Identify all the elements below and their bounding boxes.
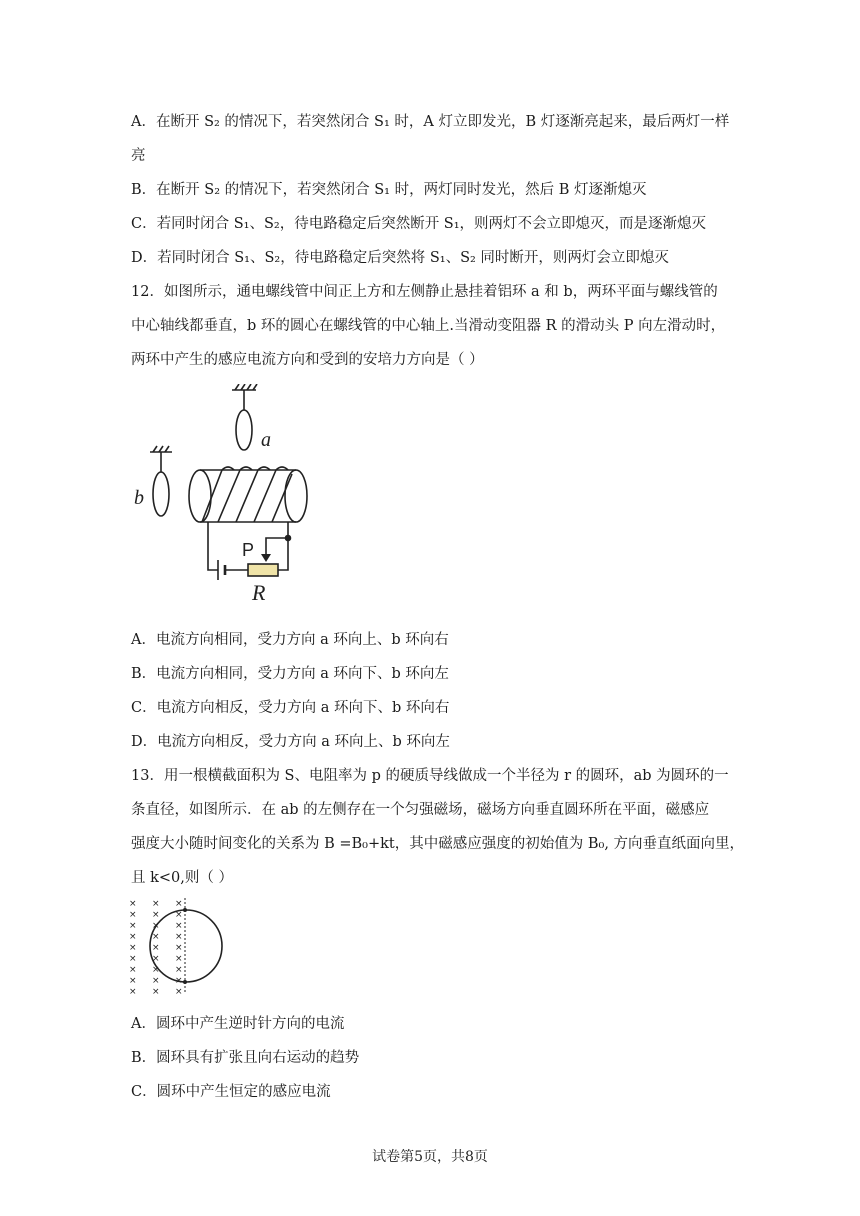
label-b: b [134, 487, 144, 509]
field-cross-mark: × [129, 943, 137, 953]
field-cross-mark: × [152, 921, 160, 931]
q12-option-d: D．电流方向相反，受力方向 a 环向上、b 环向左 [131, 734, 450, 750]
field-cross-mark: × [129, 987, 137, 997]
q13-stem-line3: 强度大小随时间变化的关系为 B =B₀+kt，其中磁感应强度的初始值为 B₀, 方向垂直纸面向里， [131, 836, 745, 852]
q13-stem-line4: 且 k<0,则（ ） [131, 870, 233, 886]
field-cross-mark: × [152, 932, 160, 942]
q11-option-a-line2: 亮 [131, 148, 146, 164]
q11-option-a-line1: A．在断开 S₂ 的情况下，若突然闭合 S₁ 时，A 灯立即发光，B 灯逐渐亮起来，最后两灯一样 [131, 114, 730, 130]
ring-b [153, 472, 169, 516]
q12-option-c: C．电流方向相反，受力方向 a 环向下、b 环向右 [131, 700, 450, 716]
q12-stem-line2: 中心轴线都垂直，b 环的圆心在螺线管的中心轴上.当滑动变阻器 R 的滑动头 P 向左滑动时， [131, 318, 726, 334]
field-cross-mark: × [175, 987, 183, 997]
page-footer: 试卷第5页，共8页 [372, 1149, 488, 1165]
ring-circle [150, 910, 222, 982]
q13-option-b: B．圆环具有扩张且向右运动的趋势 [131, 1050, 360, 1066]
field-cross-mark: × [152, 943, 160, 953]
point-b [183, 980, 187, 984]
q12-option-b: B．电流方向相同，受力方向 a 环向下、b 环向左 [131, 666, 449, 682]
q13-option-a: A．圆环中产生逆时针方向的电流 [131, 1016, 345, 1032]
q12-option-a: A．电流方向相同，受力方向 a 环向上、b 环向右 [131, 632, 449, 648]
field-cross-mark: × [175, 910, 183, 920]
field-cross-mark: × [129, 954, 137, 964]
field-cross-mark: × [152, 965, 160, 975]
q11-option-d: D．若同时闭合 S₁、S₂，待电路稳定后突然将 S₁、S₂ 同时断开，则两灯会立即熄灭 [131, 250, 669, 266]
field-cross-mark: × [175, 921, 183, 931]
magnetic-field-figure [126, 896, 228, 998]
field-cross-mark: × [129, 921, 137, 931]
q13-stem-line1: 13．用一根横截面积为 S、电阻率为 p 的硬质导线做成一个半径为 r 的圆环，ab 为圆环的一 [131, 768, 729, 784]
q13-option-c: C．圆环中产生恒定的感应电流 [131, 1084, 331, 1100]
field-cross-mark: × [175, 932, 183, 942]
field-cross-mark: × [152, 976, 160, 986]
field-cross-mark: × [152, 987, 160, 997]
field-cross-mark: × [152, 954, 160, 964]
field-cross-mark: × [129, 910, 137, 920]
q12-stem-line1: 12．如图所示，通电螺线管中间正上方和左侧静止悬挂着铝环 a 和 b，两环平面与螺线管的 [131, 284, 718, 300]
field-cross-mark: × [175, 899, 183, 909]
field-cross-mark: × [152, 910, 160, 920]
field-cross-mark: × [175, 965, 183, 975]
label-a: a [261, 429, 271, 451]
ring-a [236, 410, 252, 450]
label-P: P [242, 540, 255, 560]
q11-option-c: C．若同时闭合 S₁、S₂，待电路稳定后突然断开 S₁，则两灯不会立即熄灭，而是逐渐熄灭 [131, 216, 707, 232]
field-cross-mark: × [129, 899, 137, 909]
wire-left [208, 522, 218, 570]
solenoid-body [200, 470, 296, 522]
field-cross-mark: × [129, 932, 137, 942]
rheostat-R [248, 564, 278, 576]
field-cross-mark: × [129, 965, 137, 975]
field-cross-mark: × [152, 899, 160, 909]
label-R: R [252, 580, 266, 605]
field-cross-mark: × [175, 954, 183, 964]
q12-stem-line3: 两环中产生的感应电流方向和受到的安培力方向是（ ） [131, 352, 484, 368]
field-cross-mark: × [129, 976, 137, 986]
point-a [183, 908, 187, 912]
q13-stem-line2: 条直径，如图所示．在 ab 的左侧存在一个匀强磁场，磁场方向垂直圆环所在平面，磁感应 [131, 802, 710, 818]
q11-option-b: B．在断开 S₂ 的情况下，若突然闭合 S₁ 时，两灯同时发光，然后 B 灯逐渐熄灭 [131, 182, 647, 198]
field-cross-mark: × [175, 943, 183, 953]
field-cross-mark: × [175, 976, 183, 986]
solenoid-figure [128, 384, 328, 606]
